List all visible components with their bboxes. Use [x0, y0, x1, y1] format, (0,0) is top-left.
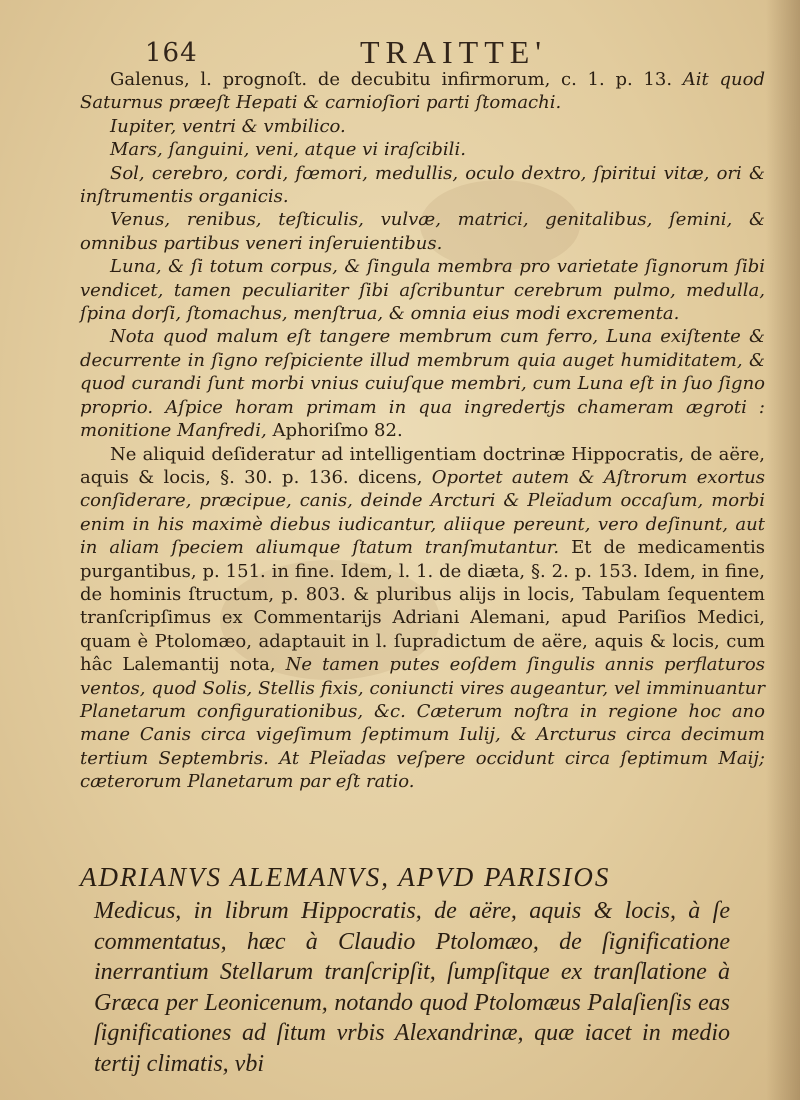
italic-text-run: Ait quod Saturnus præeſt Hepati & carnioſiori parti ſtomachi.: [80, 69, 765, 114]
italic-text-run: Oportet autem & Aſtrorum exortus conſiderare, præcipue, canis, deinde Arcturi & Pleïadum occaſum, morbi enim in his maximè diebus iudicantur, aliique pereunt, vero deſinunt, aut in aliam ſpeciem aliumque ſtatum tranſmutantur.: [80, 466, 765, 559]
text-paragraph: [80, 443, 765, 794]
section-paragraph: [80, 896, 730, 1079]
roman-text-run: Et de medicamentis purgantibus, p. 151. in fine. Idem, l. 1. de diæta, §. 2. p. 153. Idem, in fine, de hominis ſtructum, p. 803. & pluribus alijs in locis, Tabulam ſequentem tranſcripſimus ex Commentarijs Adriani Alemani, apud Pariſios Medici, quam è Ptolomæo, adaptauit in l. ſupradictum de aëre, aquis & locis, cum hâc Lalemantij nota,: [80, 537, 765, 676]
running-title: TRAITTE': [360, 34, 548, 70]
italic-text-run: Ne tamen putes eoſdem ſingulis annis perflaturos ventos, quod Solis, Stellis fixis, coniuncti vires augeantur, vel imminuantur Planetarum configurationibus, &c. Cæterum noſtra in regione hoc ano mane Canis circa vigeſimum ſeptimum Iulij, & Arcturus circa decimum tertium Septembris. At Pleïadas veſpere occidunt circa ſeptimum Maij; cæterorum Planetarum par eſt ratio.: [80, 654, 765, 793]
section-heading: ADRIANVS ALEMANVS, APVD PARISIOS: [80, 862, 611, 892]
page-edge-shadow: [766, 0, 800, 1100]
text-paragraph: [80, 162, 765, 209]
text-paragraph: [80, 325, 765, 442]
roman-text-run: Galenus, l. prognoſt. de decubitu infirmorum, c. 1. p. 13.: [110, 69, 683, 90]
italic-text-run: Luna, & ſi totum corpus, & ſingula membra pro varietate ſignorum ſibi vendicet, tamen peculiariter ſibi aſcribuntur cerebrum pulmo, medulla, ſpina dorſi, ſtomachus, menſtrua, & omnia eius modi excrementa.: [80, 256, 765, 325]
page-number: 164: [145, 38, 198, 68]
roman-text-run: Ne aliquid deſideratur ad intelligentiam doctrinæ Hippocratis, de aëre, aquis & locis, §. 30. p. 136. dicens,: [80, 443, 765, 488]
italic-text-run: Venus, renibus, teſticulis, vulvæ, matrici, genitalibus, ſemini, & omnibus partibus veneri inſeruientibus.: [80, 209, 765, 254]
italic-text-run: Sol, cerebro, cordi, fœmori, medullis, oculo dextro, ſpiritui vitæ, ori & inſtrumentis organicis.: [80, 162, 765, 208]
main-text: [80, 68, 765, 794]
text-paragraph: [80, 208, 765, 255]
italic-text-run: Iupiter, ventri & vmbilico.: [110, 115, 346, 137]
section-paragraph-text: Medicus, in librum Hippocratis, de aëre, aquis & locis, à ſe commentatus, hæc à Claudio Ptolomæo, de ſignificatione inerrantium Stellarum tranſcripſit, ſumpſitque ex tranſlatione à Græca per Leonicenum, notando quod Ptolomæus Palaſienſis eas ſignificationes ad ſitum vrbis Alexandrinæ, quæ iacet in medio tertij climatis, vbi: [94, 898, 730, 1077]
text-paragraph: [80, 138, 765, 161]
text-paragraph: [80, 255, 765, 325]
italic-text-run: Mars, ſanguini, veni, atque vi iraſcibili.: [110, 139, 466, 161]
italic-text-run: Nota quod malum eſt tangere membrum cum ferro, Luna exiſtente & decurrente in ſigno reſpiciente illud membrum quia auget humiditatem, & quod curandi ſunt morbi vnius cuiuſque membri, cum Luna eſt in ſuo ſigno proprio. Aſpice horam primam in qua ingredertjs chameram ægroti : monitione Manfredi,: [80, 326, 765, 442]
text-paragraph: [80, 68, 765, 115]
text-paragraph: [80, 115, 765, 138]
roman-text-run: Aphoriſmo 82.: [272, 420, 403, 442]
